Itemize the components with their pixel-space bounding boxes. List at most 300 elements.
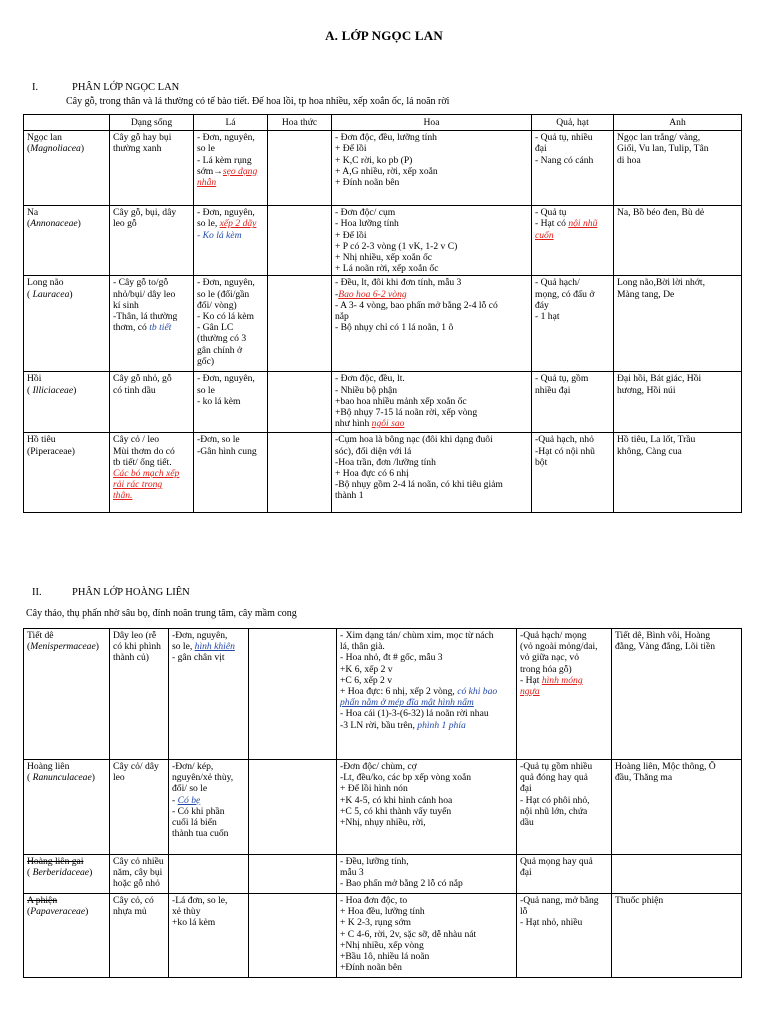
table-row [24, 629, 742, 760]
cell-text: + Hoa đực: 6 nhị, xếp 2 vòng, [340, 686, 458, 698]
examples-cell [612, 629, 742, 760]
section2-heading [32, 587, 190, 598]
cell-text: - Ko lá kèm [197, 229, 242, 241]
section1-number: I. [32, 82, 39, 93]
cell-text: Mùi thơm do có [113, 445, 175, 457]
cell-line [340, 906, 513, 917]
growth-form-cell [110, 855, 169, 894]
cell-line [197, 218, 264, 229]
cell-text: -Hoa trần, đơn /lưỡng tính [335, 456, 436, 468]
cell-text: +Bộ nhụy 7-15 lá noãn rời, xếp vòng [335, 407, 478, 419]
cell-line [340, 929, 513, 940]
cell-line [340, 686, 513, 697]
section2-description: Cây thảo, thụ phấn nhờ sâu bọ, đính noãn trung tâm, cây mầm cong [26, 608, 297, 619]
cell-line [535, 207, 610, 218]
cell-line [617, 385, 738, 396]
floral-formula-cell [268, 206, 332, 276]
cell-text: - gân chân vịt [172, 652, 225, 664]
cell-text: nhựa mủ [113, 906, 147, 918]
cell-text: đáy [535, 299, 549, 311]
cell-text: đại [520, 783, 532, 795]
cell-line [615, 641, 738, 652]
cell-text: - [335, 288, 339, 300]
cell-line [113, 373, 190, 384]
cell-text: xẻ thùy [172, 906, 201, 918]
cell-line [113, 143, 190, 154]
cell-text: - Gân LC [197, 322, 234, 334]
cell-text: ( [27, 218, 31, 230]
examples-cell [614, 206, 742, 276]
cell-text: - Ko có lá kèm [197, 311, 255, 323]
cell-line [535, 132, 610, 143]
cell-line [197, 385, 264, 396]
cell-line [172, 806, 245, 817]
cell-text: -3 LN rời, bầu trên, [340, 719, 418, 731]
cell-text: Ngọc lan trắng/ vàng, [617, 132, 701, 144]
cell-line [113, 772, 165, 783]
cell-text: +C 6, xếp 2 v [340, 674, 393, 686]
cell-text: có tinh dầu [113, 384, 156, 396]
cell-text: đối/ vòng) [197, 299, 237, 311]
leaf-cell [169, 855, 249, 894]
cell-text: + Đính noãn bên [335, 177, 400, 189]
cell-text: nhiều đại [535, 384, 571, 396]
growth-form-cell [110, 206, 194, 276]
cell-line [197, 207, 264, 218]
fruit-seed-cell [532, 276, 614, 372]
cell-text: quả đóng hay quả [520, 772, 588, 784]
cell-text: - Hoa lưỡng tính [335, 218, 399, 230]
cell-text: Lauracea [32, 288, 70, 300]
cell-line [113, 641, 165, 652]
cell-text: Cây gỗ hay bụi [113, 132, 172, 144]
cell-line [27, 207, 106, 218]
cell-line [197, 333, 264, 344]
flower-cell [332, 131, 532, 206]
fruit-seed-cell [532, 433, 614, 513]
cell-line [340, 630, 513, 641]
family-cell [24, 206, 110, 276]
cell-line [535, 373, 610, 384]
column-header: Lá [194, 115, 268, 131]
fruit-seed-cell [517, 894, 612, 978]
cell-text: gốc) [197, 355, 215, 367]
examples-cell [612, 760, 742, 855]
floral-formula-cell [268, 131, 332, 206]
floral-formula-cell [268, 433, 332, 513]
cell-line [340, 917, 513, 928]
section1-description: Cây gỗ, trong thân và lá thường có tế bào tiết. Đế hoa lồi, tp hoa nhiều, xếp xoắn ốc, lá noãn rời [66, 96, 450, 107]
cell-text: thành 1 [335, 490, 364, 502]
cell-line [27, 867, 106, 878]
growth-form-cell [110, 131, 194, 206]
cell-line [172, 917, 245, 928]
table-ranunculidae [23, 628, 742, 978]
column-header: Quả, hạt [532, 115, 614, 131]
cell-text: ( [27, 867, 33, 879]
cell-line [340, 951, 513, 962]
cell-text: Hồ tiêu, La lốt, Trầu [617, 434, 696, 446]
flower-cell [332, 276, 532, 372]
cell-text: -Quả nang, mở bằng [520, 895, 599, 906]
family-cell [24, 855, 110, 894]
flower-cell [332, 433, 532, 513]
cell-text: đầu, Thăng ma [615, 772, 673, 784]
cell-text: vỏ giữa nạc, vỏ [520, 652, 580, 664]
cell-text: +ko lá kèm [172, 917, 216, 929]
cell-text: di hoa [617, 154, 641, 166]
cell-line [340, 940, 513, 951]
cell-text: + C 4-6, rời, 2v, sặc sỡ, dễ nhàu nát [340, 928, 477, 940]
cell-line [113, 906, 165, 917]
cell-text: -Gân hình cung [197, 445, 257, 457]
cell-text: đại [520, 867, 532, 879]
cell-line [197, 356, 264, 367]
cell-line [197, 277, 264, 288]
cell-text: ) [80, 143, 85, 155]
cell-line [340, 772, 513, 783]
cell-line [340, 664, 513, 675]
cell-line [535, 446, 610, 457]
cell-line [113, 490, 190, 501]
cell-text: thành củ) [113, 652, 149, 664]
cell-line [172, 895, 245, 906]
cell-text: Cây cỏ / leo [113, 434, 160, 446]
cell-line [340, 697, 513, 708]
cell-text: thơm, có [113, 322, 150, 334]
column-header: Anh [614, 115, 742, 131]
cell-line [617, 132, 738, 143]
floral-formula-cell [249, 855, 337, 894]
cell-text: - Đơn, nguyên, [197, 277, 255, 289]
cell-text: - ko lá kèm [197, 395, 241, 407]
cell-text: ( [27, 384, 33, 396]
table-row [24, 276, 742, 372]
cell-line [27, 373, 106, 384]
cell-line [340, 806, 513, 817]
cell-text: Tiết dê, Bình vôi, Hoàng [615, 630, 711, 641]
cell-text: Long não [27, 277, 64, 289]
cell-text: - Hạt có [535, 218, 569, 230]
cell-text: có khi phình [113, 641, 161, 653]
cell-line [197, 230, 264, 241]
examples-cell [614, 276, 742, 372]
table-row [24, 433, 742, 513]
cell-line [335, 457, 528, 468]
cell-text: gân chính ở [197, 344, 243, 356]
cell-text: ) [95, 641, 99, 653]
cell-text: không, Càng cua [617, 445, 682, 457]
flower-cell [337, 760, 517, 855]
cell-line [172, 828, 245, 839]
cell-line [27, 761, 106, 772]
cell-text: - Nhiều bộ phận [335, 384, 398, 396]
cell-line [197, 322, 264, 333]
cell-text: -Đơn/ kép, [172, 761, 214, 772]
cell-text: A phiện [27, 895, 58, 906]
cell-text: nhẫn [197, 177, 217, 189]
cell-text: hình khiên [194, 641, 235, 653]
cell-line [535, 457, 610, 468]
cell-line [340, 783, 513, 794]
cell-text: cuối lá biến [172, 817, 217, 829]
fruit-seed-cell [532, 206, 614, 276]
cell-text: +K 6, xếp 2 v [340, 663, 393, 675]
fruit-seed-cell [532, 131, 614, 206]
cell-text: Quả mọng hay quả [520, 856, 593, 867]
cell-text: hương, Hồi núi [617, 384, 676, 396]
cell-line [113, 385, 190, 396]
examples-cell [614, 372, 742, 433]
cell-line [113, 856, 165, 867]
cell-line [113, 277, 190, 288]
cell-line [113, 207, 190, 218]
cell-line [535, 155, 610, 166]
table-row [24, 760, 742, 855]
cell-text: Hoàng liên gai [27, 856, 84, 867]
flower-cell [337, 629, 517, 760]
cell-text: ( [27, 641, 31, 653]
cell-text: - Quả tụ, nhiều [535, 132, 593, 144]
cell-text: ( [27, 143, 31, 155]
cell-line [520, 856, 608, 867]
cell-line [335, 207, 528, 218]
cell-text: -Thân, lá thường [113, 311, 178, 323]
cell-line [197, 345, 264, 356]
cell-text: xếp 2 dãy [219, 218, 257, 230]
cell-text: ngựa [520, 686, 540, 698]
cell-text: so le (đối/gần [197, 288, 250, 300]
cell-text: + Đế lồi [335, 229, 367, 241]
cell-line [520, 795, 608, 806]
cell-line [520, 817, 608, 828]
table-header-row [24, 115, 742, 131]
cell-line [27, 856, 106, 867]
cell-text: + Đế lồi hình nón [340, 783, 408, 795]
cell-text: có khi bao [457, 686, 498, 698]
cell-text: - Hoa nhỏ, đt # gốc, mẫu 3 [340, 652, 443, 664]
cell-line [335, 434, 528, 445]
cell-line [197, 132, 264, 143]
cell-text: Long não,Bời lời nhớt, [617, 277, 705, 289]
leaf-cell [194, 372, 268, 433]
cell-text: mọng, có đấu ở [535, 288, 595, 300]
cell-text: đằng, Vàng đắng, Lõi tiền [615, 641, 716, 653]
cell-line [172, 761, 245, 772]
floral-formula-cell [268, 372, 332, 433]
cell-text: hoặc gỗ nhỏ [113, 878, 160, 890]
cell-text: + P có 2-3 vòng (1 vK, 1-2 v C) [335, 240, 458, 252]
floral-formula-cell [249, 629, 337, 760]
cell-text: - Đơn độc/ cụm [335, 207, 396, 219]
leaf-cell [169, 894, 249, 978]
cell-text: Cây gỗ nhỏ, gỗ [113, 373, 172, 385]
cell-line [335, 289, 528, 300]
leaf-cell [169, 760, 249, 855]
cell-text: Hoàng liên, Mộc thông, Ô [615, 761, 716, 772]
cell-text: ) [85, 906, 89, 918]
cell-line [535, 434, 610, 445]
cell-line [520, 772, 608, 783]
cell-line [617, 373, 738, 384]
cell-line [340, 962, 513, 973]
cell-line [535, 311, 610, 322]
cell-line [520, 675, 608, 686]
cell-line [197, 177, 264, 188]
cell-text: Na [27, 207, 39, 219]
cell-text: dầu [520, 817, 534, 829]
cell-line [520, 652, 608, 663]
cell-line [520, 641, 608, 652]
cell-line [113, 895, 165, 906]
cell-line [335, 385, 528, 396]
cell-text: - Đơn, nguyên, [197, 373, 255, 385]
fruit-seed-cell [517, 855, 612, 894]
cell-line [172, 817, 245, 828]
cell-line [520, 630, 608, 641]
cell-text: Annonaceae [30, 218, 78, 230]
cell-text: - A 3- 4 vòng, bao phấn mở bằng 2-4 lỗ có [335, 299, 498, 311]
floral-formula-cell [249, 894, 337, 978]
cell-line [335, 177, 528, 188]
cell-line [197, 289, 264, 300]
family-cell [24, 433, 110, 513]
cell-text: - Hạt [520, 674, 542, 686]
cell-line [335, 143, 528, 154]
cell-text: +C 5, có khi thành vẩy tuyến [340, 805, 452, 817]
growth-form-cell [110, 629, 169, 760]
cell-text: -Đơn, nguyên, [172, 630, 228, 641]
cell-text: Tiết dê [27, 630, 54, 641]
family-cell [24, 894, 110, 978]
cell-line [113, 652, 165, 663]
family-cell [24, 372, 110, 433]
cell-line [172, 630, 245, 641]
cell-line [27, 895, 106, 906]
section2-title: PHÂN LỚP HOÀNG LIÊN [72, 587, 190, 598]
cell-text: thường xanh [113, 143, 162, 155]
cell-text: - Bao phấn mở bằng 2 lỗ có nắp [340, 878, 463, 890]
cell-text: - Đơn độc, đều, lt. [335, 373, 405, 385]
cell-text: + A,G nhiều, rời, xếp xoắn [335, 165, 438, 177]
cell-text: ) [73, 384, 77, 396]
cell-text: - Đều, lưỡng tính, [340, 856, 409, 867]
cell-line [535, 277, 610, 288]
family-cell [24, 276, 110, 372]
cell-text: -Đơn độc/ chùm, cợ [340, 761, 417, 772]
cell-line [520, 806, 608, 817]
cell-text: trong hóa gỗ) [520, 663, 572, 675]
cell-line [535, 143, 610, 154]
cell-line [335, 218, 528, 229]
cell-text: - Quả hạch/ [535, 277, 580, 289]
cell-line [335, 418, 528, 429]
growth-form-cell [110, 894, 169, 978]
cell-line [335, 241, 528, 252]
cell-text: Có bẹ [177, 794, 201, 806]
cell-text: lá, thân già. [340, 641, 385, 653]
cell-line [113, 322, 190, 333]
cell-text: -Lá đơn, so le, [172, 895, 228, 906]
cell-line [617, 207, 738, 218]
cell-line [197, 311, 264, 322]
cell-line [172, 652, 245, 663]
flower-cell [337, 894, 517, 978]
cell-line [113, 468, 190, 479]
cell-line [27, 277, 106, 288]
cell-line [113, 867, 165, 878]
cell-line [335, 166, 528, 177]
cell-text: ) [77, 218, 81, 230]
cell-line [27, 218, 106, 229]
cell-text: hình móng [541, 674, 583, 686]
cell-line [27, 906, 106, 917]
floral-formula-cell [268, 276, 332, 372]
cell-text: Cây cỏ, có [113, 895, 154, 906]
family-cell [24, 131, 110, 206]
cell-text: + Hoa đều, lưỡng tính [340, 906, 425, 918]
cell-line [340, 675, 513, 686]
column-header: Dạng sống [110, 115, 194, 131]
cell-line [172, 772, 245, 783]
growth-form-cell [110, 433, 194, 513]
cell-line [335, 490, 528, 501]
cell-line [335, 322, 528, 333]
cell-text: + K,C rời, ko pb (P) [335, 154, 413, 166]
cell-text: ngôi sao [371, 418, 405, 430]
cell-text: leo [113, 772, 125, 784]
cell-text: Papaveraceae [30, 906, 86, 918]
cell-line [340, 761, 513, 772]
cell-line [340, 856, 513, 867]
cell-text: - Lá kèm rụng [197, 154, 252, 166]
cell-line [197, 155, 264, 166]
cell-text: Màng tang, De [617, 288, 675, 300]
cell-text: - Hoa cái (1)-3-(6-32) lá noãn rời nhau [340, 708, 489, 720]
cell-line [535, 230, 610, 241]
table-row [24, 372, 742, 433]
cell-line [520, 664, 608, 675]
cell-text: như hình [335, 418, 372, 430]
cell-text: + Lá noãn rời, xếp xoắn ốc [335, 263, 439, 275]
cell-line [340, 708, 513, 719]
examples-cell [614, 433, 742, 513]
cell-line [340, 867, 513, 878]
cell-text: +Nhị nhiều, xếp vòng [340, 939, 424, 951]
cell-line [113, 434, 190, 445]
cell-line [197, 143, 264, 154]
cell-text: Hồi [27, 373, 42, 385]
cell-text: Berberidaceae [32, 867, 90, 879]
table-row [24, 206, 742, 276]
cell-text: Illiciaceae [32, 384, 74, 396]
cell-text: +Bầu 1ô, nhiều lá noãn [340, 951, 430, 963]
cell-text: + Nhị nhiều, xếp xoắn ốc [335, 252, 433, 264]
cell-line [197, 373, 264, 384]
cell-line [520, 906, 608, 917]
cell-text: lỗ [520, 906, 528, 918]
column-header: Hoa thức [268, 115, 332, 131]
cell-line [172, 906, 245, 917]
leaf-cell [194, 206, 268, 276]
cell-text: Ngọc lan [27, 132, 62, 144]
cell-text: - Đều, lt, đôi khi đơn tính, mẫu 3 [335, 277, 462, 289]
column-header: Hoa [332, 115, 532, 131]
cell-text: Hoàng liên [27, 761, 70, 772]
cell-text: nguyên/xẻ thùy, [172, 772, 234, 784]
section1-title: PHÂN LỚP NGỌC LAN [72, 82, 180, 93]
cell-line [335, 155, 528, 166]
